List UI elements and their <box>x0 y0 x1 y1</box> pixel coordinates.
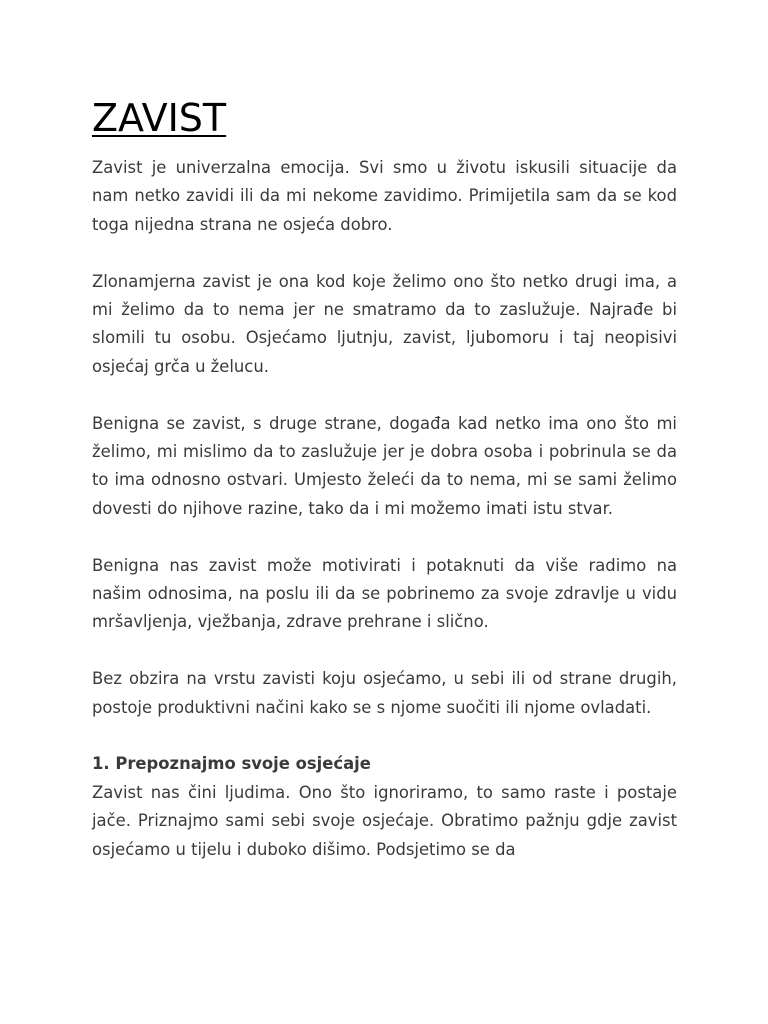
paragraph-intro: Zavist je univerzalna emocija. Svi smo u životu iskusili situacije da nam netko zavidi ili da mi nekome zavidimo. Primijetila sam da se kod toga nijedna strana ne osjeća dobro. <box>92 158 677 234</box>
paragraph-motivation: Benigna nas zavist može motivirati i potaknuti da više radimo na našim odnosima, na poslu ili da se pobrinemo za svoje zdravlje u vidu mršavljenja, vježbanja, zdrave prehrane i slično. <box>92 555 677 632</box>
paragraph-coping: Bez obzira na vrstu zavisti koju osjećamo, u sebi ili od strane drugih, postoje produktivni načini kako se s njome suočiti ili njome ovladati. <box>92 669 677 717</box>
paragraph-malicious-envy: Zlonamjerna zavist je ona kod koje želimo ono što netko drugi ima, a mi želimo da to nema jer ne smatramo da to zaslužuje. Najrađe bi slomili tu osobu. Osjećamo ljutnju, zavist, ljubomoru i taj neopisivi osjećaj grča u želucu. <box>92 271 677 376</box>
document-title: ZAVIST <box>92 96 227 140</box>
document-page <box>92 96 677 864</box>
section-text: Zavist nas čini ljudima. Ono što ignoriramo, to samo raste i postaje jače. Priznajmo sami sebi svoje osjećaje. Obratimo pažnju gdje zavist osjećamo u tijelu i duboko dišimo. Podsjetimo se da <box>92 782 677 859</box>
paragraph-benign-envy: Benigna se zavist, s druge strane, događa kad netko ima ono što mi želimo, mi mislimo da to zaslužuje jer je dobra osoba i pobrinula se da to ima odnosno ostvari. Umjesto želeći da to nema, mi se sami želimo dovesti do njihove razine, tako da i mi možemo imati istu stvar. <box>92 413 677 518</box>
section-heading: 1. Prepoznajmo svoje osjećaje <box>92 754 371 774</box>
